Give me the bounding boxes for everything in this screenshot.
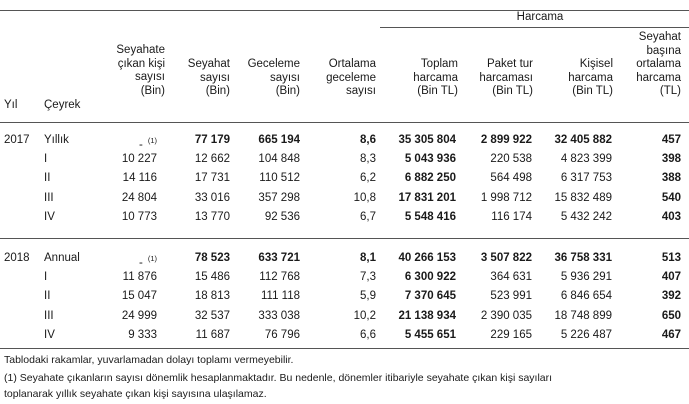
col-seyahate-cikan-header: Seyahate çıkan kişi sayısı (Bin): [116, 44, 165, 97]
cell-paket: 116 174: [491, 211, 532, 223]
col-paket-header: Paket tur harcaması (Bin TL): [479, 58, 533, 97]
cell-kisi-value: -: [138, 139, 143, 151]
cell-ortalama: 7,3: [360, 271, 376, 283]
cell-seyahat: 33 016: [194, 192, 230, 204]
cell-kisi: [122, 310, 157, 323]
cell-toplam: 35 305 804: [398, 134, 456, 146]
cell-seyahat: 15 486: [194, 271, 230, 283]
cell-kisi: [123, 271, 157, 284]
cell-toplam: 6 300 922: [404, 271, 456, 283]
cell-toplam: 5 455 651: [404, 329, 456, 341]
cell-kisi-value: 15 047: [121, 290, 157, 302]
cell-basina: 407: [661, 271, 681, 283]
header-bottom-rule: [0, 122, 689, 123]
year-separator-rule: [0, 238, 689, 239]
cell-kisi-value: 10 773: [121, 211, 157, 223]
cell-paket: 2 899 922: [480, 134, 532, 146]
cell-year: 2018: [4, 252, 30, 264]
cell-kisisel: 32 405 882: [554, 134, 612, 146]
cell-kisisel: 36 758 331: [554, 252, 612, 264]
cell-toplam: 5 548 416: [404, 211, 456, 223]
cell-geceleme: 110 512: [259, 172, 300, 184]
cell-seyahat: 12 662: [194, 153, 230, 165]
cell-kisi: [122, 153, 157, 166]
cell-kisisel: 6 317 753: [560, 172, 612, 184]
col-ortalama-header: Ortalama geceleme sayısı: [326, 58, 376, 97]
col-kisi-basi-header: Seyahat başına ortalama harcama (TL): [636, 31, 681, 97]
cell-ortalama: 6,2: [360, 172, 376, 184]
cell-ortalama: 10,8: [353, 192, 376, 204]
cell-kisi: [123, 172, 157, 185]
cell-toplam: 21 138 934: [398, 310, 456, 322]
cell-kisi-value: 11 876: [122, 271, 157, 283]
footnote-ref: (1): [147, 254, 157, 263]
cell-period: III: [44, 192, 54, 204]
table-bottom-rule: [0, 348, 689, 349]
cell-kisi: [122, 211, 157, 224]
cell-kisi-value: 24 804: [121, 192, 157, 204]
footnote-1: (1) Seyahate çıkanların sayısı dönemlik hesaplanmaktadır. Bu nedenle, dönemler itibariyle seyahate çıkan kişi sayıları: [4, 372, 553, 384]
col-ceyrek-header: Çeyrek: [44, 99, 81, 111]
cell-ortalama: 10,2: [353, 310, 376, 322]
cell-seyahat: 17 731: [194, 172, 230, 184]
cell-basina: 388: [661, 172, 681, 184]
cell-kisi-value: 24 999: [121, 310, 157, 322]
cell-geceleme: 76 796: [264, 329, 300, 341]
cell-kisi: [128, 329, 157, 342]
cell-kisi: [122, 192, 157, 205]
cell-kisisel: 18 748 899: [554, 310, 612, 322]
cell-basina: 392: [661, 290, 681, 302]
cell-ortalama: 8,3: [360, 153, 376, 165]
cell-period: Yıllık: [44, 134, 69, 146]
cell-kisi: [122, 290, 157, 303]
cell-kisi: [139, 134, 157, 152]
cell-toplam: 40 266 153: [398, 252, 456, 264]
cell-period: III: [44, 310, 54, 322]
cell-paket: 2 390 035: [480, 310, 532, 322]
cell-period: IV: [44, 329, 55, 341]
cell-paket: 3 507 822: [480, 252, 532, 264]
cell-ortalama: 8,1: [360, 252, 376, 264]
cell-kisisel: 5 936 291: [560, 271, 612, 283]
col-seyahat-sayisi-header: Seyahat sayısı (Bin): [187, 58, 230, 97]
cell-ortalama: 8,6: [360, 134, 376, 146]
cell-kisi-value: -: [138, 257, 143, 269]
cell-geceleme: 92 536: [264, 211, 300, 223]
cell-kisi-value: 10 227: [121, 153, 157, 165]
cell-basina: 398: [661, 153, 681, 165]
cell-kisi-value: 14 116: [122, 172, 157, 184]
cell-period: I: [44, 153, 48, 165]
cell-ortalama: 6,6: [360, 329, 376, 341]
cell-year: 2017: [4, 134, 30, 146]
cell-period: Annual: [44, 252, 80, 264]
cell-geceleme: 111 118: [260, 290, 300, 302]
cell-geceleme: 357 298: [258, 192, 300, 204]
footnote-1-cont: toplanarak yıllık seyahate çıkan kişi sayısına ulaşılamaz.: [4, 388, 267, 400]
cell-paket: 1 998 712: [480, 192, 532, 204]
cell-paket: 229 165: [490, 329, 532, 341]
col-toplam-header: Toplam harcama (Bin TL): [413, 58, 458, 97]
cell-paket: 220 538: [490, 153, 532, 165]
cell-seyahat: 13 770: [194, 211, 230, 223]
cell-seyahat: 78 523: [194, 252, 230, 264]
cell-toplam: 17 831 201: [398, 192, 456, 204]
cell-basina: 403: [661, 211, 681, 223]
cell-seyahat: 77 179: [194, 134, 230, 146]
cell-geceleme: 665 194: [258, 134, 300, 146]
cell-geceleme: 633 721: [258, 252, 300, 264]
cell-kisi-value: 9 333: [128, 329, 157, 341]
cell-geceleme: 104 848: [258, 153, 300, 165]
cell-basina: 467: [661, 329, 681, 341]
footnote-ref: (1): [147, 136, 157, 145]
cell-period: IV: [44, 211, 55, 223]
cell-seyahat: 18 813: [194, 290, 230, 302]
cell-basina: 513: [661, 252, 681, 264]
cell-basina: 540: [661, 192, 681, 204]
cell-geceleme: 333 038: [258, 310, 300, 322]
cell-geceleme: 112 768: [259, 271, 300, 283]
cell-toplam: 5 043 936: [404, 153, 456, 165]
cell-kisisel: 5 226 487: [560, 329, 612, 341]
harcama-rule: [380, 27, 689, 28]
cell-paket: 364 631: [490, 271, 532, 283]
cell-ortalama: 6,7: [360, 211, 376, 223]
cell-ortalama: 5,9: [360, 290, 376, 302]
cell-paket: 564 498: [490, 172, 532, 184]
footnote-rounding: Tablodaki rakamlar, yuvarlamadan dolayı toplamı vermeyebilir.: [4, 354, 294, 366]
cell-kisisel: 4 823 399: [560, 153, 612, 165]
col-yil-header: Yıl: [4, 99, 18, 111]
cell-period: II: [44, 172, 51, 184]
cell-kisi: [139, 252, 157, 270]
col-kisisel-header: Kişisel harcama (Bin TL): [568, 58, 613, 97]
cell-period: I: [44, 271, 48, 283]
cell-basina: 457: [661, 134, 681, 146]
cell-basina: 650: [661, 310, 681, 322]
col-geceleme-header: Geceleme sayısı (Bin): [247, 58, 300, 97]
cell-kisisel: 6 846 654: [560, 290, 612, 302]
harcama-group-header: Harcama: [516, 11, 564, 23]
cell-kisisel: 5 432 242: [560, 211, 612, 223]
cell-paket: 523 991: [490, 290, 532, 302]
cell-toplam: 6 882 250: [404, 172, 456, 184]
cell-kisisel: 15 832 489: [554, 192, 612, 204]
cell-toplam: 7 370 645: [404, 290, 456, 302]
cell-period: II: [44, 290, 51, 302]
cell-seyahat: 32 537: [194, 310, 230, 322]
cell-seyahat: 11 687: [195, 329, 230, 341]
